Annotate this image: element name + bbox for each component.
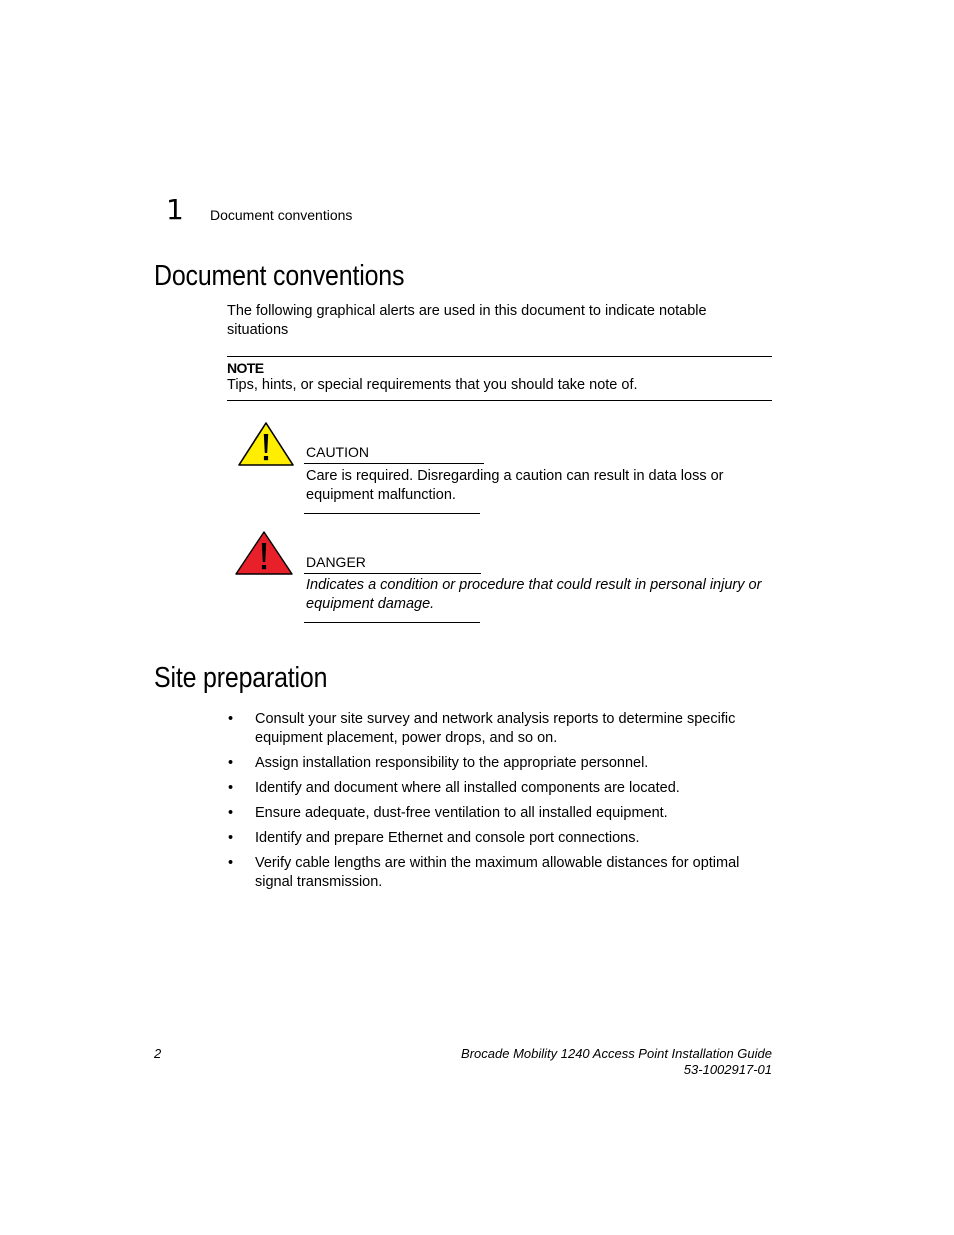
bullet-icon: •	[228, 805, 234, 821]
chapter-number: 1	[166, 193, 184, 226]
list-item-text: Assign installation responsibility to the appropriate personnel.	[255, 755, 649, 771]
note-text: Tips, hints, or special requirements that you should take note of.	[227, 377, 638, 393]
caution-triangle-icon	[237, 421, 295, 467]
list-item-text: Verify cable lengths are within the maximum allowable distances for optimal signal transmission.	[255, 855, 740, 890]
list-item-text: Identify and prepare Ethernet and console port connections.	[255, 830, 640, 846]
caution-label-rule	[304, 463, 484, 464]
note-bottom-rule	[227, 400, 772, 401]
list-item-text: Ensure adequate, dust-free ventilation to all installed equipment.	[255, 805, 668, 821]
conventions-intro: The following graphical alerts are used in this document to indicate notable situations	[227, 303, 707, 338]
site-preparation-list	[228, 710, 773, 898]
list-item	[228, 804, 773, 823]
list-item	[228, 829, 773, 848]
caution-exclamation-dot	[264, 456, 268, 460]
footer-guide-title: Brocade Mobility 1240 Access Point Installation Guide	[461, 1046, 772, 1061]
bullet-icon: •	[228, 855, 234, 871]
footer-doc-number: 53-1002917-01	[683, 1062, 772, 1077]
list-item	[228, 710, 773, 748]
bullet-icon: •	[228, 711, 234, 727]
section-heading-site-preparation: Site preparation	[154, 662, 328, 694]
page-number: 2	[154, 1046, 162, 1061]
caution-bottom-rule	[304, 513, 480, 514]
danger-text: Indicates a condition or procedure that could result in personal injury or equipment damage.	[306, 577, 762, 612]
note-label: NOTE	[227, 360, 264, 376]
danger-bottom-rule	[304, 622, 480, 623]
bullet-icon: •	[228, 755, 234, 771]
list-item	[228, 854, 773, 892]
list-item-text: Consult your site survey and network analysis reports to determine specific equipment placement, power drops, and so on.	[255, 711, 736, 746]
list-item	[228, 754, 773, 773]
list-item	[228, 779, 773, 798]
danger-label-rule	[304, 573, 481, 574]
list-item-text: Identify and document where all installed components are located.	[255, 780, 680, 796]
danger-exclamation-dot	[262, 565, 266, 569]
danger-triangle-icon	[234, 530, 294, 576]
caution-text: Care is required. Disregarding a caution can result in data loss or equipment malfunction.	[306, 468, 724, 503]
running-header-title: Document conventions	[210, 207, 353, 223]
caution-label: CAUTION	[306, 444, 369, 460]
bullet-icon: •	[228, 830, 234, 846]
section-heading-conventions: Document conventions	[154, 260, 405, 292]
note-top-rule	[227, 356, 772, 357]
danger-label: DANGER	[306, 554, 366, 570]
bullet-icon: •	[228, 780, 234, 796]
